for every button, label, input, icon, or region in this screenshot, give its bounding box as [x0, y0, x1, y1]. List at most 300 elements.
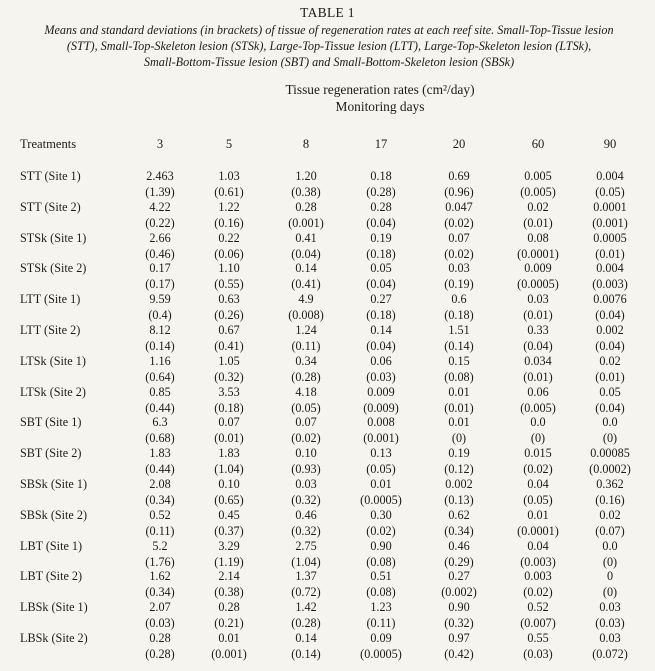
treatment-label: SBSk (Site 2) [20, 507, 88, 522]
sd-value: (0.18) [366, 308, 396, 323]
sd-value: (0.04) [291, 246, 321, 261]
sd-value: (0.003) [520, 554, 556, 569]
mean-value: 0.62 [448, 507, 470, 522]
day-header: 3 [156, 137, 164, 151]
table-cell [351, 538, 411, 570]
sd-value: (0.02) [523, 585, 553, 600]
sd-value: (1.04) [291, 554, 321, 569]
table-cell [580, 568, 640, 600]
table-cell [130, 322, 190, 354]
sd-value: (0) [602, 431, 618, 446]
mean-value: 0.015 [524, 446, 552, 461]
table-cell [199, 230, 259, 262]
mean-value: 4.22 [149, 199, 171, 214]
sd-value: (0.007) [520, 616, 556, 631]
mean-value: 5.2 [152, 538, 168, 553]
table-cell [429, 322, 489, 354]
sd-value: (0.02) [291, 431, 321, 446]
sd-value: (0.12) [444, 462, 474, 477]
mean-value: 0.034 [524, 353, 552, 368]
sd-value: (0.72) [291, 585, 321, 600]
sd-value: (0.04) [366, 277, 396, 292]
table-cell [580, 291, 640, 323]
day-header: 5 [225, 137, 233, 151]
mean-value: 0.047 [445, 199, 473, 214]
table-cell [130, 260, 190, 292]
table-caption [18, 22, 640, 70]
treatment-label: SBT (Site 2) [20, 446, 82, 461]
sd-value: (0.11) [145, 523, 175, 538]
mean-value: 0.10 [218, 477, 240, 491]
table-cell [199, 476, 259, 508]
sd-value: (0.93) [291, 462, 321, 477]
sd-value: (0.16) [214, 215, 244, 230]
sd-value: (0.02) [366, 523, 396, 538]
sd-value: (0.32) [291, 493, 321, 507]
table-cell [130, 568, 190, 600]
mean-value: 0.00085 [590, 446, 630, 461]
treatment-label: STSk (Site 1) [20, 230, 87, 245]
table-cell [429, 353, 489, 385]
mean-value: 1.05 [218, 353, 240, 368]
mean-value: 0.22 [218, 230, 240, 245]
mean-value: 0.09 [370, 631, 392, 645]
table-cell [276, 230, 336, 262]
table-cell [276, 353, 336, 385]
sd-value: (0.34) [145, 493, 175, 507]
table-cell [580, 353, 640, 385]
table-cell [580, 414, 640, 446]
sd-value: (0.04) [595, 308, 625, 323]
sd-value: (0) [530, 431, 546, 446]
table-cell [351, 384, 411, 416]
mean-value: 0.02 [527, 199, 549, 214]
mean-value: 0.90 [448, 600, 470, 615]
table-cell [199, 630, 259, 662]
sd-value: (0.003) [592, 277, 628, 292]
sd-value: (0.18) [444, 308, 474, 323]
mean-value: 8.12 [149, 323, 171, 337]
sd-value: (0.28) [145, 647, 175, 661]
sd-value: (0.05) [523, 493, 553, 507]
table-row [0, 291, 655, 323]
table-cell [508, 168, 568, 200]
treatment-label: SBSk (Site 1) [20, 477, 88, 491]
sd-value: (0.13) [444, 493, 474, 507]
mean-value: 0.90 [370, 538, 392, 553]
table-row [0, 230, 655, 262]
sd-value: (0.08) [366, 585, 396, 600]
table-cell [130, 353, 190, 385]
mean-value: 0.004 [596, 169, 624, 183]
table-cell [508, 384, 568, 416]
caption-line: Means and standard deviations (in brackets) of tissue of regeneration rates at each reef site. Small-Top-Tissue lesion [44, 23, 614, 37]
mean-value: 0.03 [599, 600, 621, 615]
table-cell [130, 230, 190, 262]
table-row [0, 260, 655, 292]
mean-value: 0.0076 [593, 292, 627, 307]
mean-value: 1.24 [295, 323, 317, 337]
sd-value: (0.46) [145, 246, 175, 261]
mean-value: 0.97 [448, 631, 470, 645]
table-cell [199, 538, 259, 570]
sd-value: (0) [602, 554, 618, 569]
mean-value: 1.22 [218, 199, 240, 214]
table-cell [351, 353, 411, 385]
day-header: 17 [374, 137, 388, 151]
table-row [0, 599, 655, 631]
sd-value: (0.02) [523, 462, 553, 477]
sd-value: (0.04) [595, 400, 625, 415]
table-cell [429, 445, 489, 477]
mean-value: 0.01 [527, 507, 549, 522]
table-cell [276, 630, 336, 662]
mean-value: 0.06 [527, 384, 549, 399]
table-cell [508, 199, 568, 231]
sd-value: (0.05) [366, 462, 396, 477]
table-cell [508, 414, 568, 446]
table-cell [351, 168, 411, 200]
sd-value: (1.39) [145, 185, 175, 199]
table-cell [199, 445, 259, 477]
table-cell [429, 538, 489, 570]
mean-value: 0.52 [149, 507, 171, 522]
mean-value: 1.16 [149, 353, 171, 368]
sd-value: (0.96) [444, 185, 474, 199]
sd-value: (0.01) [595, 246, 625, 261]
table-cell [580, 199, 640, 231]
mean-value: 0.03 [599, 631, 621, 645]
mean-value: 0.13 [370, 446, 392, 461]
mean-value: 0.02 [599, 353, 621, 368]
table-row [0, 538, 655, 570]
mean-value: 0.002 [445, 477, 473, 491]
mean-value: 0.003 [524, 569, 552, 584]
sd-value: (0.32) [214, 369, 244, 384]
sd-value: (0.001) [288, 215, 324, 230]
table-cell [429, 630, 489, 662]
table-cell [508, 260, 568, 292]
mean-value: 0.10 [295, 446, 317, 461]
table-cell [351, 507, 411, 539]
sd-value: (0.29) [444, 554, 474, 569]
table-cell [429, 168, 489, 200]
sd-value: (0.0005) [517, 277, 559, 292]
mean-value: 2.08 [149, 477, 171, 491]
table-cell [429, 230, 489, 262]
table-cell [508, 507, 568, 539]
table-cell [276, 384, 336, 416]
treatment-label: STT (Site 1) [20, 169, 81, 183]
sd-value: (0.001) [363, 431, 399, 446]
sd-value: (0.55) [214, 277, 244, 292]
table-cell [130, 507, 190, 539]
table-cell [130, 168, 190, 200]
mean-value: 0.005 [524, 169, 552, 183]
mean-value: 0.27 [448, 569, 470, 584]
table-cell [580, 384, 640, 416]
table-row [0, 384, 655, 416]
sd-value: (0.44) [145, 462, 175, 477]
sd-value: (0.34) [444, 523, 474, 538]
mean-value: 0.19 [370, 230, 392, 245]
mean-value: 1.42 [295, 600, 317, 615]
mean-value: 0.01 [448, 384, 470, 399]
table-row [0, 353, 655, 385]
mean-value: 0.52 [527, 600, 549, 615]
treatment-label: LBSk (Site 2) [20, 631, 88, 645]
treatment-label: LTSk (Site 2) [20, 384, 86, 399]
table-row [0, 507, 655, 539]
sd-value: (0.18) [214, 400, 244, 415]
sd-value: (0.32) [291, 523, 321, 538]
sd-value: (0.61) [214, 185, 244, 199]
units-subtitle: Tissue regeneration rates (cm²/day) [285, 82, 475, 97]
mean-value: 0.14 [295, 631, 317, 645]
sd-value: (0.08) [366, 554, 396, 569]
sd-value: (0.01) [214, 431, 244, 446]
mean-value: 1.83 [149, 446, 171, 461]
sd-value: (0.0002) [589, 462, 631, 477]
sd-value: (0.05) [595, 185, 625, 199]
mean-value: 0.08 [527, 230, 549, 245]
table-cell [351, 568, 411, 600]
table-cell [508, 568, 568, 600]
table-cell [429, 507, 489, 539]
table-row [0, 630, 655, 662]
sd-value: (0.18) [366, 246, 396, 261]
table-cell [429, 476, 489, 508]
day-header: 60 [531, 137, 545, 151]
mean-value: 0.67 [218, 323, 240, 337]
table-cell [580, 599, 640, 631]
table-cell [351, 630, 411, 662]
sd-value: (0.0001) [517, 523, 559, 538]
mean-value: 0.0001 [593, 199, 627, 214]
mean-value: 0.45 [218, 507, 240, 522]
sd-value: (0) [451, 431, 467, 446]
table-cell [429, 384, 489, 416]
table-cell [508, 630, 568, 662]
sd-value: (0.28) [291, 369, 321, 384]
mean-value: 2.07 [149, 600, 171, 615]
table-cell [351, 414, 411, 446]
mean-value: 0.14 [295, 261, 317, 276]
table-cell [130, 384, 190, 416]
table-cell [351, 476, 411, 508]
sd-value: (0.08) [444, 369, 474, 384]
table-row [0, 445, 655, 477]
mean-value: 1.10 [218, 261, 240, 276]
mean-value: 0.03 [448, 261, 470, 276]
sd-value: (1.04) [214, 462, 244, 477]
mean-value: 0.02 [599, 507, 621, 522]
sd-value: (0.009) [363, 400, 399, 415]
sd-value: (0.32) [444, 616, 474, 631]
table-cell [508, 476, 568, 508]
sd-value: (0.11) [291, 339, 321, 353]
mean-value: 0.01 [370, 477, 392, 491]
mean-value: 0.69 [448, 169, 470, 183]
mean-value: 0.009 [524, 261, 552, 276]
table-row [0, 199, 655, 231]
table-cell [276, 322, 336, 354]
sd-value: (0.01) [595, 369, 625, 384]
sd-value: (0.65) [214, 493, 244, 507]
sd-value: (0.01) [523, 369, 553, 384]
table-cell [508, 538, 568, 570]
mean-value: 3.53 [218, 384, 240, 399]
mean-value: 0.008 [367, 415, 395, 430]
caption-line: Small-Bottom-Tissue lesion (SBT) and Small-Bottom-Skeleton lesion (SBSk) [143, 55, 515, 69]
sd-value: (0.14) [444, 339, 474, 353]
mean-value: 0.009 [367, 384, 395, 399]
sd-value: (0.02) [444, 215, 474, 230]
table-cell [130, 291, 190, 323]
mean-value: 0.28 [218, 600, 240, 615]
sd-value: (0.01) [444, 400, 474, 415]
table-cell [130, 599, 190, 631]
mean-value: 0.28 [370, 199, 392, 214]
table-cell [130, 199, 190, 231]
table-cell [130, 630, 190, 662]
mean-value: 2.75 [295, 538, 317, 553]
sd-value: (0.0005) [360, 647, 402, 661]
mean-value: 0.07 [448, 230, 470, 245]
mean-value: 0.51 [370, 569, 392, 584]
mean-value: 0.0 [530, 415, 546, 430]
sd-value: (0.14) [291, 647, 321, 661]
sd-value: (0.03) [145, 616, 175, 631]
sd-value: (0.005) [520, 400, 556, 415]
sd-value: (0.4) [148, 308, 172, 323]
table-cell [429, 568, 489, 600]
sd-value: (0.22) [145, 215, 175, 230]
mean-value: 4.9 [298, 292, 314, 307]
table-cell [580, 168, 640, 200]
mean-value: 0.0005 [593, 230, 627, 245]
sd-value: (0.001) [592, 215, 628, 230]
table-cell [351, 599, 411, 631]
table-cell [429, 414, 489, 446]
mean-value: 0.0 [602, 415, 618, 430]
table-cell [508, 445, 568, 477]
table-cell [429, 599, 489, 631]
treatments-header: Treatments [20, 137, 77, 151]
table-cell [351, 291, 411, 323]
table-row [0, 476, 655, 508]
mean-value: 0.46 [295, 507, 317, 522]
mean-value: 2.463 [146, 169, 174, 183]
table-cell [276, 414, 336, 446]
table-cell [276, 199, 336, 231]
sd-value: (0.38) [214, 585, 244, 600]
table-cell [130, 414, 190, 446]
table-cell [276, 291, 336, 323]
table-cell [351, 445, 411, 477]
monitoring-days-subtitle: Monitoring days [335, 99, 425, 114]
mean-value: 0.41 [295, 230, 317, 245]
mean-value: 0.04 [527, 477, 549, 491]
mean-value: 0.55 [527, 631, 549, 645]
mean-value: 0.15 [448, 353, 470, 368]
mean-value: 0.28 [295, 199, 317, 214]
table-cell [508, 322, 568, 354]
table-cell [276, 538, 336, 570]
treatment-label: SBT (Site 1) [20, 415, 82, 430]
table-cell [199, 168, 259, 200]
day-header: 8 [302, 137, 310, 151]
table-cell [580, 322, 640, 354]
mean-value: 0.46 [448, 538, 470, 553]
mean-value: 0.85 [149, 384, 171, 399]
sd-value: (0.34) [145, 585, 175, 600]
sd-value: (0.02) [444, 246, 474, 261]
mean-value: 1.83 [218, 446, 240, 461]
sd-value: (0.03) [366, 369, 396, 384]
table-cell [276, 445, 336, 477]
mean-value: 6.3 [152, 415, 168, 430]
mean-value: 0.34 [295, 353, 317, 368]
table-cell [199, 599, 259, 631]
table-cell [130, 445, 190, 477]
sd-value: (0.01) [523, 308, 553, 323]
table-cell [429, 260, 489, 292]
table-cell [276, 568, 336, 600]
mean-value: 0.01 [218, 631, 240, 645]
treatment-label: LBT (Site 1) [20, 538, 83, 553]
sd-value: (0.38) [291, 185, 321, 199]
table-cell [351, 260, 411, 292]
table-row [0, 168, 655, 200]
table-cell [199, 260, 259, 292]
table-cell [429, 291, 489, 323]
mean-value: 1.62 [149, 569, 171, 584]
sd-value: (0.19) [444, 277, 474, 292]
table-cell [199, 322, 259, 354]
sd-value: (0.68) [145, 431, 175, 446]
table-title: TABLE 1 [300, 5, 355, 20]
treatment-label: LBT (Site 2) [20, 569, 83, 584]
mean-value: 0.05 [599, 384, 621, 399]
table-cell [508, 599, 568, 631]
table-cell [580, 230, 640, 262]
mean-value: 0.362 [596, 477, 624, 491]
mean-value: 1.51 [448, 323, 470, 337]
table-cell [580, 630, 640, 662]
mean-value: 0.30 [370, 507, 392, 522]
sd-value: (0.44) [145, 400, 175, 415]
sd-value: (0.41) [214, 339, 244, 353]
mean-value: 2.66 [149, 230, 171, 245]
treatment-label: STT (Site 2) [20, 199, 81, 214]
sd-value: (0.28) [291, 616, 321, 631]
table-cell [199, 291, 259, 323]
mean-value: 0.14 [370, 323, 392, 337]
sd-value: (0.28) [366, 185, 396, 199]
treatment-label: LTSk (Site 1) [20, 353, 86, 368]
treatment-label: LTT (Site 1) [20, 292, 81, 307]
mean-value: 0.01 [448, 415, 470, 430]
table-cell [199, 384, 259, 416]
mean-value: 9.59 [149, 292, 171, 307]
day-header: 90 [603, 137, 617, 151]
table-cell [199, 568, 259, 600]
sd-value: (0.37) [214, 523, 244, 538]
sd-value: (0.06) [214, 246, 244, 261]
mean-value: 0.63 [218, 292, 240, 307]
table-cell [276, 507, 336, 539]
